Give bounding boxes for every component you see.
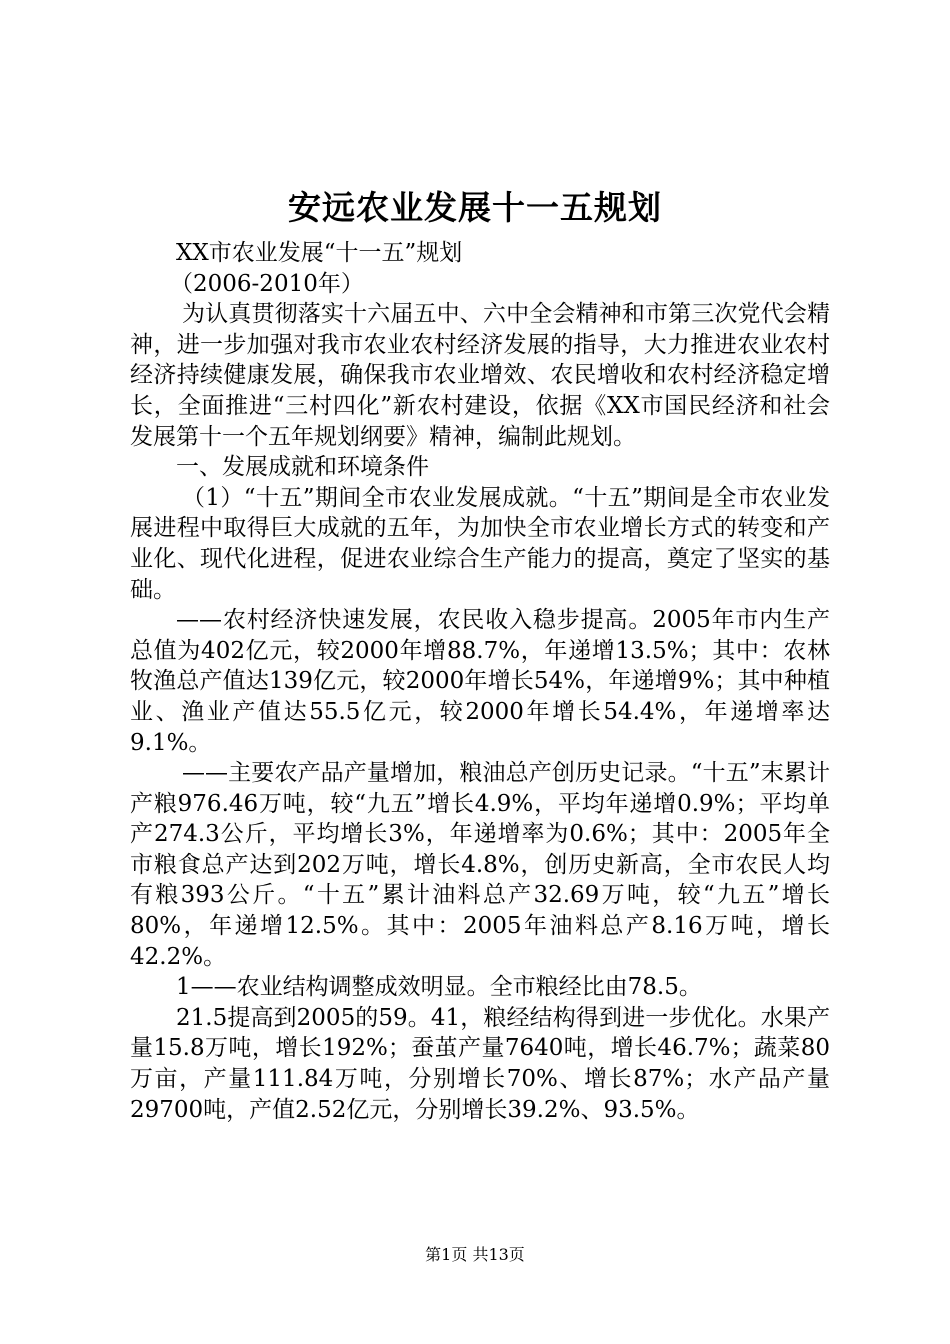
document-title: 安远农业发展十一五规划 — [288, 188, 662, 227]
paragraph-structure-detail: 21.5提高到2005的59。41，粮经结构得到进一步优化。水果产量15.8万吨，增长192%；蚕茧产量7640吨，增长46.7%；蔬菜80万亩，产量111.84万吨，分别增长70%、增长87%；水产品产量29700吨，产值2.52亿元，分别增长39.2%、93.5%。 — [130, 1004, 830, 1123]
document-body — [130, 238, 830, 1125]
document-subtitle: XX市农业发展“十一五”规划 — [176, 240, 463, 266]
paragraph-achievements: （1）“十五”期间全市农业发展成就。“十五”期间是全市农业发展进程中取得巨大成就的五年，为加快全市农业增长方式的转变和产业化、现代化进程，促进农业综合生产能力的提高，奠定了坚实的基础。 — [130, 484, 830, 603]
paragraph-grain-output: ——主要农产品产量增加，粮油总产创历史记录。“十五”末累计产粮976.46万吨，较“九五”增长4.9%，平均年递增0.9%；平均单产274.3公斤，平均增长3%，年递增率为0.6%；其中：2005年全市粮食总产达到202万吨，增长4.8%，创历史新高，全市农民人均有粮393公斤。“十五”累计油料总产32.69万吨，较“九五”增长80%，年递增12.5%。其中：2005年油料总产8.16万吨，增长42.2%。 — [130, 760, 830, 970]
section-heading-1: 一、发展成就和环境条件 — [176, 454, 429, 481]
paragraph-structure-adjustment: 1——农业结构调整成效明显。全市粮经比由78.5。 — [176, 974, 702, 1001]
page-number: 第1页 共13页 — [425, 1245, 525, 1264]
paragraph-intro: 为认真贯彻落实十六届五中、六中全会精神和市第三次党代会精神，进一步加强对我市农业农村经济发展的指导，大力推进农业农村经济持续健康发展，确保我市农业增效、农民增收和农村经济稳定增长，全面推进“三村四化”新农村建设，依据《XX市国民经济和社会发展第十一个五年规划纲要》精神，编制此规划。 — [130, 301, 830, 450]
paragraph-rural-economy: ——农村经济快速发展，农民收入稳步提高。2005年市内生产总值为402亿元，较2000年增88.7%，年递增13.5%；其中：农林牧渔总产值达139亿元，较2000年增长54%，年递增9%；其中种植业、渔业产值达55.5亿元，较2000年增长54.4%，年递增率达9.1%。 — [130, 607, 830, 756]
document-period: （2006-2010年） — [170, 270, 364, 297]
